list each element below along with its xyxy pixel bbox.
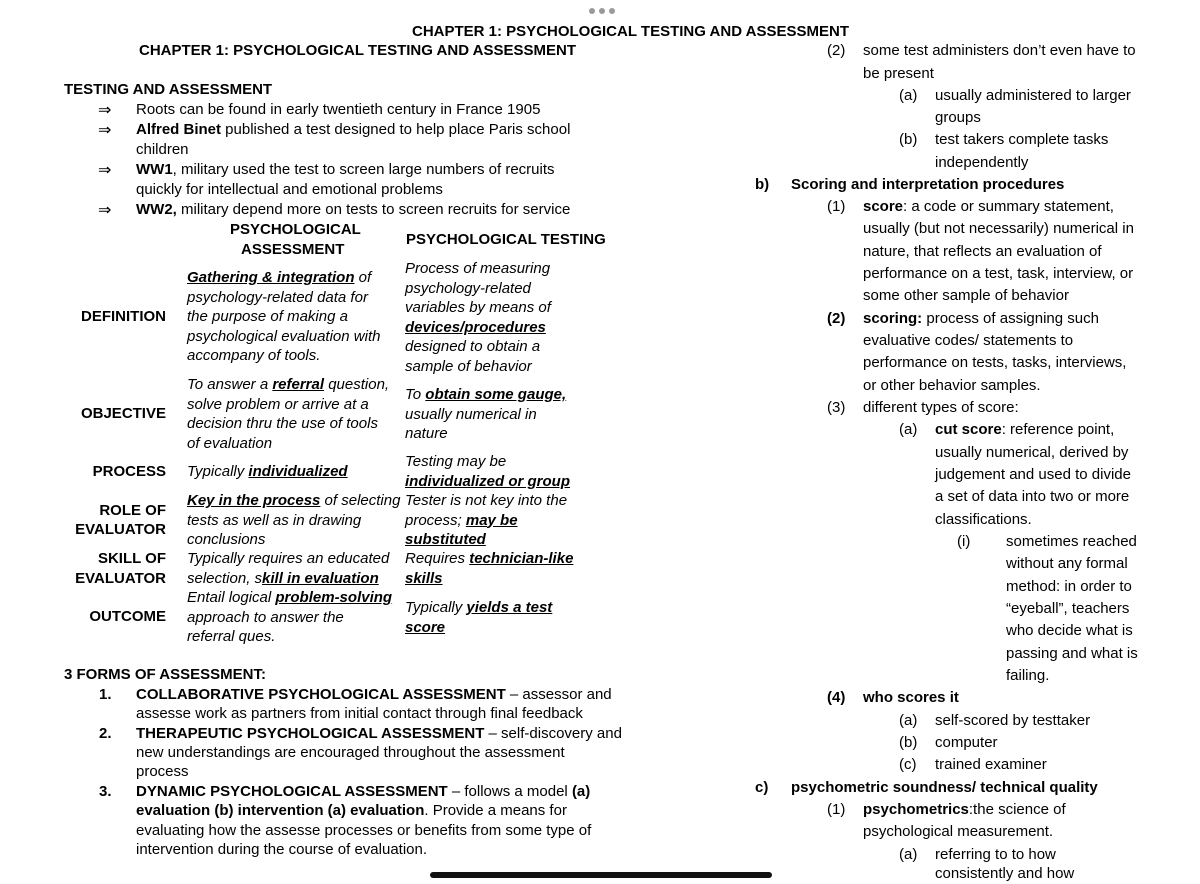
section-letter: c): [755, 779, 769, 796]
right-text: classifications.: [935, 511, 1032, 528]
item-number: (i): [957, 533, 971, 550]
right-text: passing and what is: [1006, 645, 1138, 662]
right-text: test takers complete tasks: [935, 131, 1109, 148]
right-text: performance on tests, tasks, interviews,: [863, 354, 1127, 371]
row-label-role: ROLE OF: [99, 502, 166, 519]
item-number: (2): [827, 310, 846, 327]
right-text: referring to to how: [935, 846, 1056, 863]
process-testing: Testing may be individualized or group Tester is not key into the process; may be substituted: [405, 453, 570, 548]
arrow-icon: ⇒: [98, 202, 112, 219]
item-number: (2): [827, 42, 846, 59]
row-label-skill: SKILL OF: [97, 550, 166, 567]
list-number: 1.: [99, 686, 112, 703]
bullet-text-cont: children: [136, 141, 189, 158]
bullet-text: Roots can be found in early twentieth century in France 1905: [136, 101, 541, 118]
row-label-objective: OBJECTIVE: [80, 405, 166, 422]
definition-testing: Process of measuring psychology-related variables by means of devices/procedures designed to obtain a sample of behavior: [405, 260, 551, 375]
list-item: THERAPEUTIC PSYCHOLOGICAL ASSESSMENT – self-discovery and: [136, 725, 622, 742]
right-text: groups: [935, 109, 981, 126]
list-number: 2.: [99, 725, 112, 742]
table-col2-header: PSYCHOLOGICAL TESTING: [406, 231, 606, 248]
right-text: usually numerical, derived by: [935, 444, 1129, 461]
document-title: CHAPTER 1: PSYCHOLOGICAL TESTING AND ASSESSMENT: [139, 42, 576, 59]
right-text: a set of data into two or more: [935, 488, 1130, 505]
section-heading: TESTING AND ASSESSMENT: [64, 81, 273, 98]
list-item: DYNAMIC PSYCHOLOGICAL ASSESSMENT – follows a model (a): [136, 783, 591, 800]
bullet-text-cont: quickly for intellectual and emotional problems: [136, 181, 443, 198]
list-item-cont: assesse work as partners from initial contact through final feedback: [136, 705, 583, 722]
row-label-skill-2: EVALUATOR: [75, 570, 166, 587]
right-text: scoring: process of assigning such: [863, 310, 1099, 327]
right-text: or other behavior samples.: [863, 377, 1041, 394]
right-text: without any formal: [1006, 555, 1128, 572]
right-text: usually administered to larger: [935, 87, 1131, 104]
right-text: failing.: [1006, 667, 1050, 684]
right-text: who decide what is: [1006, 622, 1133, 639]
definition-assessment: Gathering & integration of psychology-related data for the purpose of making a psychological evaluation with accompany of tools.: [187, 269, 381, 364]
more-options-icon[interactable]: [589, 8, 615, 14]
item-number: (a): [899, 87, 918, 104]
right-text: consistently and how: [935, 865, 1075, 882]
right-text: nature, that reflects an evaluation of: [863, 243, 1102, 260]
right-text: different types of score:: [863, 399, 1019, 416]
arrow-icon: ⇒: [98, 162, 112, 179]
right-text: judgement and used to divide: [935, 466, 1131, 483]
right-text: who scores it: [863, 689, 959, 706]
page-top-title: CHAPTER 1: PSYCHOLOGICAL TESTING AND ASSESSMENT: [412, 23, 849, 40]
row-label-role-2: EVALUATOR: [75, 521, 166, 538]
item-number: (1): [827, 198, 846, 215]
right-text: method: in order to: [1006, 578, 1132, 595]
list-item-cont: evaluation (b) intervention (a) evaluation. Provide a means for: [136, 802, 567, 819]
list-item-cont: intervention during the course of evaluation.: [136, 841, 428, 858]
list-number: 3.: [99, 783, 112, 800]
list-item: COLLABORATIVE PSYCHOLOGICAL ASSESSMENT – assessor and: [136, 686, 612, 703]
skill-assessment: Typically requires an educated selection, skill in evaluation: [187, 550, 390, 587]
item-number: (a): [899, 421, 918, 438]
process-assessment: Typically individualized: [187, 463, 348, 480]
list-item-cont: new understandings are encouraged throughout the assessment: [136, 744, 565, 761]
item-number: (a): [899, 846, 918, 863]
item-number: (b): [899, 734, 918, 751]
list-item-cont: evaluating how the assesse processes or benefits from some type of: [136, 822, 592, 839]
table-col1-header-2: ASSESSMENT: [241, 241, 345, 258]
right-text: trained examiner: [935, 756, 1047, 773]
right-text: some other sample of behavior: [863, 287, 1069, 304]
right-text: “eyeball”, teachers: [1006, 600, 1130, 617]
right-text: psychometrics:the science of: [863, 801, 1066, 818]
list-item-cont: process: [136, 763, 189, 780]
item-number: (a): [899, 712, 918, 729]
row-label-definition: DEFINITION: [81, 308, 166, 325]
item-number: (3): [827, 399, 846, 416]
right-text: psychological measurement.: [863, 823, 1054, 840]
table-col1-header: PSYCHOLOGICAL: [230, 221, 361, 238]
role-assessment: Key in the process of selecting tests as well as in drawing conclusions: [187, 492, 401, 548]
bullet-text: WW1, military used the test to screen large numbers of recruits: [136, 161, 555, 178]
item-number: (b): [899, 131, 918, 148]
item-number: (c): [899, 756, 917, 773]
item-number: (4): [827, 689, 846, 706]
bullet-text: Alfred Binet published a test designed to help place Paris school: [136, 121, 571, 138]
outcome-testing: Typically yields a test score: [405, 599, 553, 636]
right-text: cut score: reference point,: [935, 421, 1115, 438]
bullet-text: WW2, military depend more on tests to screen recruits for service: [136, 201, 571, 218]
right-text: evaluative codes/ statements to: [863, 332, 1074, 349]
outcome-assessment: Entail logical problem-solving approach to answer the referral ques.: [187, 589, 393, 645]
forms-heading: 3 FORMS OF ASSESSMENT:: [64, 666, 266, 683]
right-text: some test administers don’t even have to: [863, 42, 1136, 59]
row-label-process: PROCESS: [92, 463, 166, 480]
right-text: score: a code or summary statement,: [863, 198, 1114, 215]
right-text: self-scored by testtaker: [935, 712, 1091, 729]
arrow-icon: ⇒: [98, 122, 112, 139]
objective-testing: To obtain some gauge, usually numerical in nature: [405, 386, 567, 442]
section-letter: b): [755, 176, 770, 193]
right-text: performance on a test, task, interview, or: [863, 265, 1134, 282]
right-text: be present: [863, 65, 934, 82]
skill-testing: Requires technician-like skills: [405, 550, 574, 587]
right-text: sometimes reached: [1006, 533, 1137, 550]
row-label-outcome: OUTCOME: [89, 608, 166, 625]
right-text: independently: [935, 154, 1029, 171]
arrow-icon: ⇒: [98, 102, 112, 119]
section-heading: Scoring and interpretation procedures: [791, 176, 1065, 193]
right-text: computer: [935, 734, 998, 751]
objective-assessment: To answer a referral question, solve problem or arrive at a decision thru the use of tools of evaluation: [187, 376, 390, 452]
section-heading: psychometric soundness/ technical quality: [791, 779, 1098, 796]
item-number: (1): [827, 801, 846, 818]
right-text: usually (but not necessarily) numerical in: [863, 220, 1134, 237]
home-indicator[interactable]: [430, 872, 772, 878]
